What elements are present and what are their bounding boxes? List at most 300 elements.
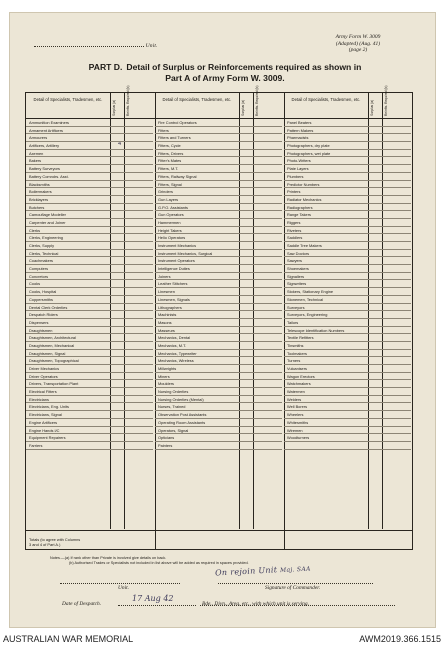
entry-cell[interactable]: [110, 411, 153, 419]
entry-cell[interactable]: [368, 188, 411, 196]
column-header-specialists: Detail of Specialists, Tradesmen, etc.: [33, 97, 103, 102]
entry-cell[interactable]: [110, 196, 153, 204]
table-row[interactable]: [284, 442, 368, 450]
entry-cells: [239, 119, 282, 450]
column-header-reinforcements: Reinfts. Required (b): [384, 85, 388, 116]
table-row[interactable]: Draughtsmen, Architectural: [26, 334, 110, 342]
entry-cell[interactable]: [110, 242, 153, 250]
table-row[interactable]: Riggers: [284, 219, 368, 227]
table-row[interactable]: Engine Artificers: [26, 419, 110, 427]
entry-cell[interactable]: [239, 388, 282, 396]
entry-cell[interactable]: [239, 419, 282, 427]
table-row[interactable]: Fitters, Cycle: [155, 142, 239, 150]
table-row[interactable]: Wheelers: [284, 411, 368, 419]
entry-cell[interactable]: [110, 357, 153, 365]
table-row[interactable]: Stokers, Stationary Engine: [284, 288, 368, 296]
entry-cell[interactable]: [239, 403, 282, 411]
signature-line: [218, 583, 373, 584]
table-row[interactable]: Draughtsmen, Signal: [26, 350, 110, 358]
entry-cell[interactable]: [239, 242, 282, 250]
table-row[interactable]: Surveyors, Engineering: [284, 311, 368, 319]
table-row[interactable]: Welders: [284, 396, 368, 404]
entry-cell[interactable]: [239, 204, 282, 212]
table-row[interactable]: Textile Refitters: [284, 334, 368, 342]
entry-cell[interactable]: [110, 204, 153, 212]
table-row[interactable]: Engine Hands I/C: [26, 427, 110, 435]
table-row[interactable]: Clerks: [26, 227, 110, 235]
form-reference: [323, 34, 393, 54]
column-header-reinforcements: Reinfts. Required (b): [126, 85, 130, 116]
entry-cell[interactable]: [239, 165, 282, 173]
entry-cell[interactable]: [368, 165, 411, 173]
table-row[interactable]: Electricians, Signal: [26, 411, 110, 419]
entry-cell[interactable]: [110, 403, 153, 411]
entry-cell[interactable]: [110, 434, 153, 442]
table-row[interactable]: Wagon Erectors: [284, 373, 368, 381]
title-part: PART D.: [88, 62, 123, 72]
table-row[interactable]: Nursing Orderlies (Mental): [155, 396, 239, 404]
entry-cell[interactable]: [368, 250, 411, 258]
form-ref-line-2: (Adapted) (Aug. 41): [335, 40, 381, 47]
entry-cell[interactable]: [368, 211, 411, 219]
column-header-specialists: Detail of Specialists, Tradesmen, etc.: [291, 97, 361, 102]
entry-cell[interactable]: [368, 304, 411, 312]
table-row[interactable]: Mechanics, Typewriter: [155, 350, 239, 358]
entry-cell[interactable]: [368, 181, 411, 189]
entry-cell[interactable]: [239, 427, 282, 435]
entry-cell[interactable]: [110, 380, 153, 388]
entry-cell[interactable]: [239, 342, 282, 350]
title-line-1: Detail of Surplus or Reinforcements required as shown in: [126, 62, 362, 72]
entry-cell[interactable]: [368, 134, 411, 142]
entry-cell[interactable]: [368, 373, 411, 381]
table-row[interactable]: Battery Comndrs. Asst.: [26, 173, 110, 181]
entry-cell[interactable]: [110, 134, 153, 142]
table-row[interactable]: Clerks, Engineering: [26, 234, 110, 242]
table-row[interactable]: Signallers: [284, 273, 368, 281]
entry-cell[interactable]: [110, 257, 153, 265]
table-row[interactable]: Masseurs: [155, 327, 239, 335]
entry-cell[interactable]: [368, 265, 411, 273]
table-row[interactable]: Draughtsmen: [26, 327, 110, 335]
entry-cell[interactable]: [239, 119, 282, 127]
table-row[interactable]: Pattern Makers: [284, 127, 368, 135]
table-row[interactable]: Butchers: [26, 204, 110, 212]
entry-cells: [110, 119, 153, 450]
entry-cell[interactable]: [110, 311, 153, 319]
table-row[interactable]: Clerks, Technical: [26, 250, 110, 258]
table-row[interactable]: Fitters: [155, 127, 239, 135]
specialists-table: [25, 85, 413, 550]
entry-cell[interactable]: [368, 388, 411, 396]
table-row[interactable]: Watchmakers: [284, 380, 368, 388]
entry-cell[interactable]: [239, 357, 282, 365]
table-row[interactable]: Fitters, Drivers: [155, 150, 239, 158]
table-row[interactable]: Electricians: [26, 396, 110, 404]
table-row[interactable]: Grinders: [155, 188, 239, 196]
entry-cell[interactable]: [368, 150, 411, 158]
entry-cell[interactable]: [110, 350, 153, 358]
entry-cell[interactable]: [110, 127, 153, 135]
table-row[interactable]: Armament Artificers: [26, 127, 110, 135]
table-row[interactable]: Photographers, dry plate: [284, 142, 368, 150]
table-row[interactable]: Plate Layers: [284, 165, 368, 173]
table-row[interactable]: Tinsmiths: [284, 342, 368, 350]
table-row[interactable]: Coachmakers: [26, 257, 110, 265]
entry-cell[interactable]: [368, 234, 411, 242]
top-unit-label: Unit.: [145, 43, 158, 49]
unit-label: Unit.: [118, 585, 129, 591]
archive-footer: [0, 630, 445, 653]
date-label: Date of Despatch.: [62, 601, 102, 607]
entry-cell[interactable]: [368, 280, 411, 288]
entry-cell[interactable]: [368, 357, 411, 365]
entry-cells: [368, 119, 411, 450]
table-row[interactable]: Clerks, Supply: [26, 242, 110, 250]
entry-cell[interactable]: [110, 319, 153, 327]
entry-cell[interactable]: [239, 219, 282, 227]
archive-id: AWM2019.366.1515: [359, 634, 441, 644]
table-row[interactable]: Machinists: [155, 311, 239, 319]
table-row[interactable]: Observation Post Assistants: [155, 411, 239, 419]
form-ref-line-1: Army Form W. 3009: [335, 34, 381, 40]
entry-cell[interactable]: [368, 342, 411, 350]
table-row[interactable]: Intelligence Duties: [155, 265, 239, 273]
entry-cell[interactable]: [110, 280, 153, 288]
entry-cell[interactable]: [239, 396, 282, 404]
table-row[interactable]: Farriers: [26, 442, 110, 450]
entry-cell[interactable]: [239, 311, 282, 319]
table-row[interactable]: Concretors: [26, 273, 110, 281]
entry-cell[interactable]: [239, 142, 282, 150]
entry-cell[interactable]: [110, 388, 153, 396]
table-row[interactable]: Armourers: [26, 134, 110, 142]
table-row[interactable]: Height Takers: [155, 227, 239, 235]
entry-cell[interactable]: [110, 250, 153, 258]
entry-cell[interactable]: [368, 219, 411, 227]
table-row[interactable]: Tailors: [284, 319, 368, 327]
hand-mark: 4: [118, 141, 122, 147]
section-rows: [284, 119, 368, 450]
entry-cell[interactable]: [368, 442, 411, 450]
entry-cell[interactable]: [368, 380, 411, 388]
table-row[interactable]: Shoemakers: [284, 265, 368, 273]
table-row[interactable]: Stonemen, Technical: [284, 296, 368, 304]
entry-cell[interactable]: [239, 434, 282, 442]
table-row[interactable]: Operators, Signal: [155, 427, 239, 435]
entry-cell[interactable]: [110, 234, 153, 242]
entry-cell[interactable]: [110, 273, 153, 281]
table-row[interactable]: Boilermakers: [26, 188, 110, 196]
table-row[interactable]: Driver Operators: [26, 373, 110, 381]
entry-cell[interactable]: [368, 288, 411, 296]
entry-cell[interactable]: [368, 327, 411, 335]
table-row[interactable]: Well Borers: [284, 403, 368, 411]
entry-cell[interactable]: [368, 319, 411, 327]
entry-cell[interactable]: [239, 196, 282, 204]
table-row[interactable]: Instrument Operators: [155, 257, 239, 265]
entry-cell[interactable]: [368, 157, 411, 165]
table-row[interactable]: Fitter's Mates: [155, 157, 239, 165]
table-row[interactable]: Nurses, Trained: [155, 403, 239, 411]
table-row[interactable]: Cooks: [26, 280, 110, 288]
table-row[interactable]: Artificers, Artillery: [26, 142, 110, 150]
entry-cell[interactable]: [368, 396, 411, 404]
table-row[interactable]: Draughtsmen, Mechanical: [26, 342, 110, 350]
note-a: Notes.—(a) If rank other than Private is involved give details on back.: [50, 556, 167, 560]
archive-name: AUSTRALIAN WAR MEMORIAL: [3, 634, 134, 644]
entry-cell[interactable]: [110, 365, 153, 373]
table-row[interactable]: Photographers, wet plate: [284, 150, 368, 158]
entry-cell[interactable]: [239, 350, 282, 358]
form-title: [60, 62, 390, 83]
table-row[interactable]: Fitters and Turners: [155, 134, 239, 142]
table-row[interactable]: Dental Clerk Orderlies: [26, 304, 110, 312]
entry-cell[interactable]: [110, 342, 153, 350]
entry-cell[interactable]: [110, 427, 153, 435]
table-row[interactable]: Electrical Fitters: [26, 388, 110, 396]
table-row[interactable]: Opticians: [155, 434, 239, 442]
entry-cell[interactable]: [110, 442, 153, 450]
table-row[interactable]: Driver Mechanics: [26, 365, 110, 373]
table-row[interactable]: Watermen: [284, 388, 368, 396]
entry-cell[interactable]: [368, 142, 411, 150]
title-line-2: Part A of Army Form W. 3009.: [165, 72, 285, 83]
notes: [50, 556, 249, 566]
entry-cell[interactable]: [368, 311, 411, 319]
table-row[interactable]: Signwriters: [284, 280, 368, 288]
entry-cell[interactable]: [239, 211, 282, 219]
table-row[interactable]: Masons: [155, 319, 239, 327]
table-row[interactable]: Operating Room Assistants: [155, 419, 239, 427]
table-row[interactable]: Mechanics, Wireless: [155, 357, 239, 365]
table-row[interactable]: Camouflage Modeller: [26, 211, 110, 219]
entry-cell[interactable]: [110, 334, 153, 342]
unit-line: [60, 583, 180, 584]
table-row[interactable]: Mechanics, M.T.: [155, 342, 239, 350]
table-row[interactable]: Leather Stitchers: [155, 280, 239, 288]
table-row[interactable]: Dispensers: [26, 319, 110, 327]
entry-cell[interactable]: [368, 365, 411, 373]
bde-label: Bde., Divn., Area, etc., with which unit is serving.: [202, 601, 309, 607]
entry-cell[interactable]: [239, 296, 282, 304]
entry-cell[interactable]: [239, 411, 282, 419]
entry-cell[interactable]: [239, 334, 282, 342]
table-row[interactable]: Hammermen: [155, 219, 239, 227]
table-row[interactable]: Painters: [155, 442, 239, 450]
table-row[interactable]: Electricians, Eng. Units: [26, 403, 110, 411]
date-handwritten: 17 Aug 42: [132, 594, 174, 603]
entry-cell[interactable]: [239, 327, 282, 335]
entry-cell[interactable]: [368, 257, 411, 265]
entry-cell[interactable]: [368, 419, 411, 427]
table-row[interactable]: G.P.O. Assistants: [155, 204, 239, 212]
entry-cell[interactable]: [239, 188, 282, 196]
entry-cell[interactable]: [110, 396, 153, 404]
table-row[interactable]: Saw Doctors: [284, 250, 368, 258]
table-row[interactable]: Sawyers: [284, 257, 368, 265]
entry-cell[interactable]: [239, 173, 282, 181]
entry-cell[interactable]: [368, 411, 411, 419]
table-row[interactable]: Telescope Identification Numbers: [284, 327, 368, 335]
totals-divider: [26, 530, 412, 531]
entry-cell[interactable]: [110, 373, 153, 381]
entry-cell[interactable]: [368, 196, 411, 204]
entry-cell[interactable]: [110, 119, 153, 127]
table-row[interactable]: Bricklayers: [26, 196, 110, 204]
table-row[interactable]: Photo-Writers: [284, 157, 368, 165]
table-row[interactable]: Pharmacists: [284, 134, 368, 142]
entry-cell[interactable]: [239, 365, 282, 373]
table-row[interactable]: Coppersmiths: [26, 296, 110, 304]
table-row[interactable]: Saddle Tree Makers: [284, 242, 368, 250]
column-header-specialists: Detail of Specialists, Tradesmen, etc.: [162, 97, 232, 102]
entry-cell[interactable]: [368, 119, 411, 127]
table-row[interactable]: Lithographers: [155, 304, 239, 312]
entry-cell[interactable]: [368, 434, 411, 442]
entry-cell[interactable]: [239, 442, 282, 450]
entry-cell[interactable]: [368, 403, 411, 411]
entry-cell[interactable]: [110, 142, 153, 150]
table-row[interactable]: Vulcanisers: [284, 365, 368, 373]
entry-cell[interactable]: [239, 227, 282, 235]
top-unit-line: [34, 43, 158, 49]
table-row[interactable]: Miners: [155, 373, 239, 381]
entry-cell[interactable]: [239, 234, 282, 242]
date-line: [118, 605, 196, 606]
entry-cell[interactable]: [368, 273, 411, 281]
entry-cell[interactable]: [239, 265, 282, 273]
table-row[interactable]: Gun Operators: [155, 211, 239, 219]
table-row[interactable]: Riveters: [284, 227, 368, 235]
entry-cell[interactable]: [368, 427, 411, 435]
table-row[interactable]: Millwrights: [155, 365, 239, 373]
table-row[interactable]: Fire Control Operators: [155, 119, 239, 127]
table-row[interactable]: Draughtsmen, Topographical: [26, 357, 110, 365]
entry-cell[interactable]: [110, 227, 153, 235]
entry-cell[interactable]: [110, 265, 153, 273]
entry-cell[interactable]: [239, 288, 282, 296]
note-b: (b) Authorised Trades or Specialists not included in list above will be added as required in spaces provided.: [69, 561, 249, 565]
entry-cell[interactable]: [368, 227, 411, 235]
table-row[interactable]: Blacksmiths: [26, 181, 110, 189]
entry-cell[interactable]: [110, 188, 153, 196]
entry-cell[interactable]: [110, 304, 153, 312]
table-row[interactable]: Turners: [284, 357, 368, 365]
entry-cell[interactable]: [368, 242, 411, 250]
table-row[interactable]: Printers: [284, 188, 368, 196]
table-row[interactable]: Range Takers: [284, 211, 368, 219]
table-row[interactable]: Radiator Mechanics: [284, 196, 368, 204]
entry-cell[interactable]: [239, 280, 282, 288]
entry-cell[interactable]: [239, 273, 282, 281]
entry-cell[interactable]: [239, 257, 282, 265]
table-row[interactable]: Equipment Repairers: [26, 434, 110, 442]
table-row[interactable]: Battery Surveyors: [26, 165, 110, 173]
table-row[interactable]: Whitesmiths: [284, 419, 368, 427]
entry-cell[interactable]: [239, 157, 282, 165]
entry-cell[interactable]: [110, 219, 153, 227]
section-rows: [155, 119, 239, 450]
table-row[interactable]: Surveyors: [284, 304, 368, 312]
entry-cell[interactable]: [110, 150, 153, 158]
entry-cell[interactable]: [110, 211, 153, 219]
table-row[interactable]: Fitters, Signal: [155, 181, 239, 189]
table-row[interactable]: Helio Operators: [155, 234, 239, 242]
entry-cell[interactable]: [110, 157, 153, 165]
table-row[interactable]: Ammunition Examiners: [26, 119, 110, 127]
table-row[interactable]: Moulders: [155, 380, 239, 388]
table-row[interactable]: Radiographers: [284, 204, 368, 212]
commander-signature: On rejoin Unit Maj. SAA: [214, 565, 311, 578]
entry-cell[interactable]: [239, 181, 282, 189]
table-row[interactable]: Linesmen, Signals: [155, 296, 239, 304]
entry-cell[interactable]: [110, 327, 153, 335]
entry-cell[interactable]: [239, 150, 282, 158]
table-row[interactable]: Computers: [26, 265, 110, 273]
entry-cell[interactable]: [239, 304, 282, 312]
table-row[interactable]: Plumbers: [284, 173, 368, 181]
table-row[interactable]: Bakers: [26, 157, 110, 165]
totals-label: Totals (to agree with Columns 3 and 4 of Part A.): [29, 537, 81, 547]
entry-cell[interactable]: [239, 134, 282, 142]
table-row[interactable]: Toolmakers: [284, 350, 368, 358]
entry-cell[interactable]: [239, 250, 282, 258]
form-ref-line-3: (page 2): [348, 47, 368, 53]
entry-cell[interactable]: [368, 127, 411, 135]
table-row[interactable]: Axemen: [26, 150, 110, 158]
entry-cell[interactable]: [239, 127, 282, 135]
table-row[interactable]: Drivers, Transportation Plant: [26, 380, 110, 388]
entry-cell[interactable]: [110, 173, 153, 181]
table-row[interactable]: Nursing Orderlies: [155, 388, 239, 396]
column-header-reinforcements: Reinfts. Required (b): [255, 85, 259, 116]
entry-cell[interactable]: [110, 288, 153, 296]
table-row[interactable]: Predictor Numbers: [284, 181, 368, 189]
table-row[interactable]: Linesmen: [155, 288, 239, 296]
entry-cell[interactable]: [368, 296, 411, 304]
table-row[interactable]: Fitters, Railway Signal: [155, 173, 239, 181]
entry-cell[interactable]: [239, 373, 282, 381]
table-row[interactable]: Fitters, M.T.: [155, 165, 239, 173]
entry-cell[interactable]: [368, 173, 411, 181]
table-row[interactable]: Instrument Mechanics: [155, 242, 239, 250]
entry-cell[interactable]: [368, 334, 411, 342]
section-rows: [26, 119, 110, 450]
table-row[interactable]: Wiremen: [284, 427, 368, 435]
table-row[interactable]: Joiners: [155, 273, 239, 281]
entry-cell[interactable]: [110, 419, 153, 427]
table-row[interactable]: Saddlers: [284, 234, 368, 242]
table-row[interactable]: Panel Beaters: [284, 119, 368, 127]
table-row[interactable]: Carpenter and Joiner: [26, 219, 110, 227]
entry-cell[interactable]: [368, 204, 411, 212]
entry-cell[interactable]: [239, 380, 282, 388]
entry-cell[interactable]: [368, 350, 411, 358]
signature-label: Signature of Commander.: [265, 585, 321, 591]
entry-cell[interactable]: [239, 319, 282, 327]
table-row[interactable]: Gun Layers: [155, 196, 239, 204]
table-row[interactable]: Mechanics, Dental: [155, 334, 239, 342]
table-row[interactable]: Instrument Mechanics, Surgical: [155, 250, 239, 258]
column-header-surplus: Surplus (a): [112, 99, 116, 116]
table-row[interactable]: Cooks, Hospital: [26, 288, 110, 296]
table-row[interactable]: Woodturners: [284, 434, 368, 442]
table-row[interactable]: Despatch Riders: [26, 311, 110, 319]
entry-cell[interactable]: [110, 181, 153, 189]
entry-cell[interactable]: [110, 165, 153, 173]
entry-cell[interactable]: [110, 296, 153, 304]
